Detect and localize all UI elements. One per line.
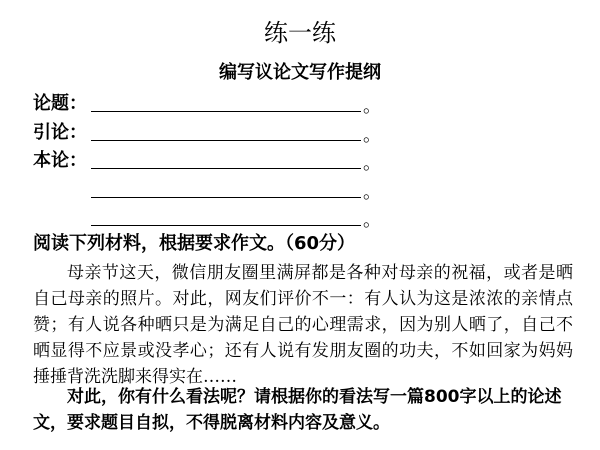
outline-row-introduction xyxy=(33,117,381,145)
outline-blank-introduction xyxy=(91,140,361,141)
outline-period: 。 xyxy=(363,125,381,146)
exercise-task: 对此，你有什么看法呢？请根据你的看法写一篇800字以上的论述文，要求题目自拟，不得脱离材料内容及意义。 xyxy=(33,387,562,433)
exercise-instruction: 阅读下列材料，根据要求作文。（60分） xyxy=(33,233,356,254)
outline-row-body-3 xyxy=(33,202,381,230)
outline-blank-topic xyxy=(91,111,361,112)
page-subtitle: 编写议论文写作提纲 xyxy=(219,62,381,83)
exercise-material: 母亲节这天，微信朋友圈里满屏都是各种对母亲的祝福，或者是晒自己母亲的照片。对此，网友们评价不一：有人认为这是浓浓的亲情点赞；有人说各种晒只是为满足自己的心理需求，因为别人晒了，自己不晒显得不应景或没孝心；还有人说有发朋友圈的功夫，不如回家为妈妈捶捶背洗洗脚来得实在…… xyxy=(33,263,573,387)
outline-period: 。 xyxy=(363,153,381,174)
outline-blank-body-1 xyxy=(91,168,361,169)
outline-period: 。 xyxy=(363,210,381,231)
outline-row-body xyxy=(33,145,381,173)
page-title: 练一练 xyxy=(264,19,336,47)
outline-label-body: 本论： xyxy=(33,150,87,171)
outline-row-body-2 xyxy=(33,174,381,202)
outline-label-introduction: 引论： xyxy=(33,122,87,143)
outline-period: 。 xyxy=(363,182,381,203)
outline-blank-body-3 xyxy=(91,225,361,226)
outline-row-topic xyxy=(33,88,381,116)
outline-label-topic: 论题： xyxy=(33,93,87,114)
outline-blank-body-2 xyxy=(91,197,361,198)
outline-period: 。 xyxy=(363,96,381,117)
